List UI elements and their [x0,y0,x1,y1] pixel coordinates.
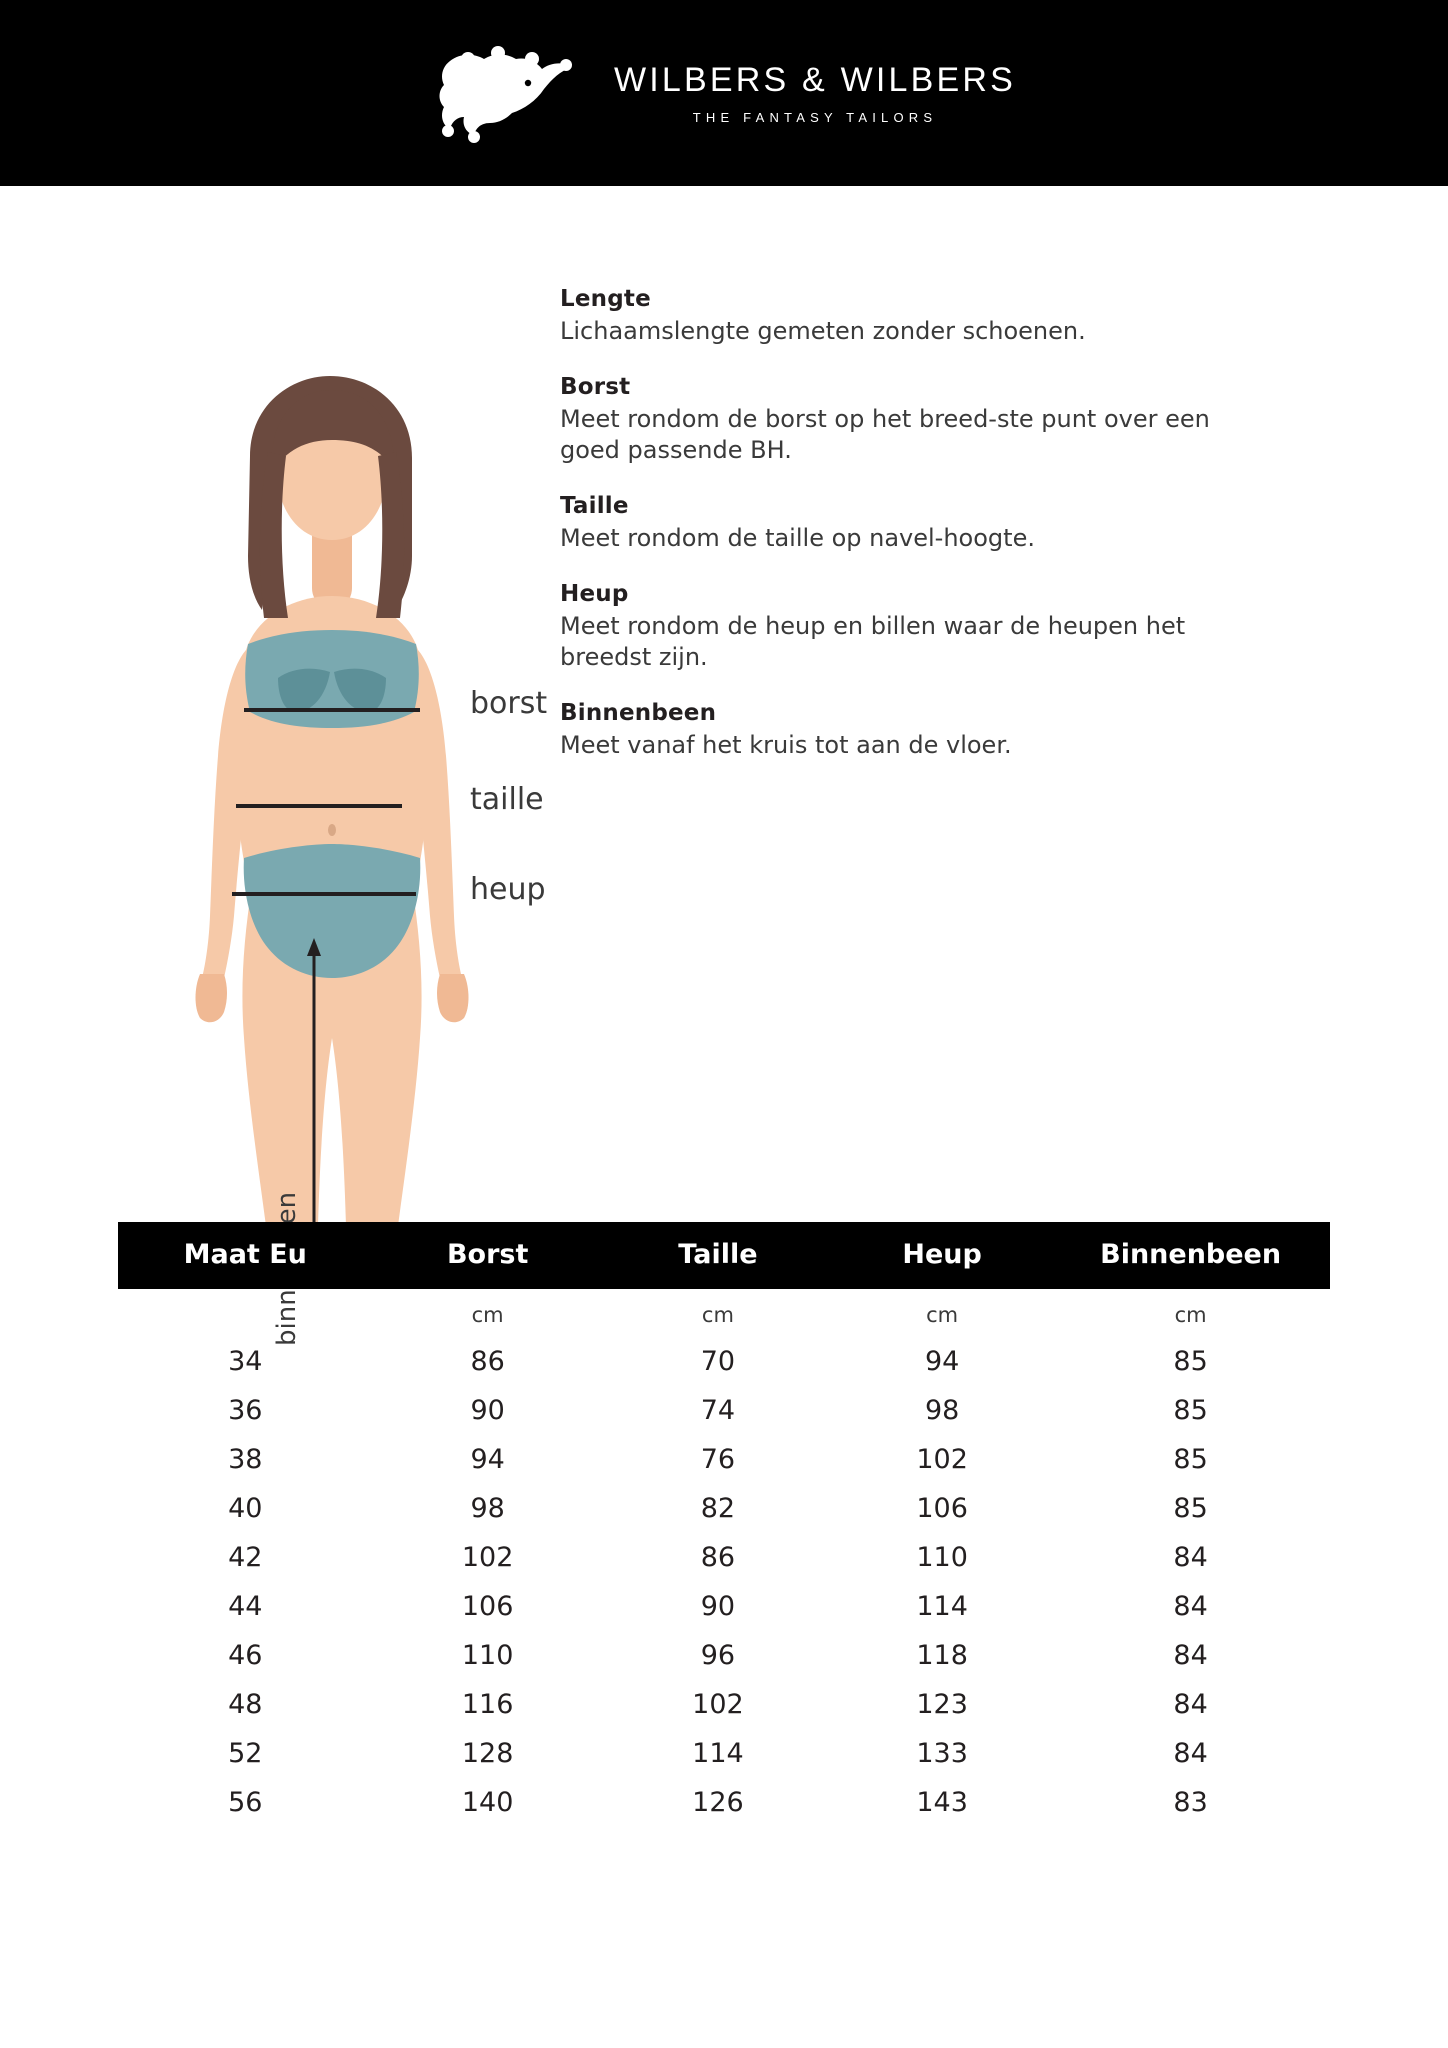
instruction-text: Meet vanaf het kruis tot aan de vloer. [560,731,1012,760]
cell-bust: 116 [461,1689,514,1720]
instruction-text: Meet rondom de borst op het breed-ste punt over een goed passende BH. [560,404,1210,465]
cell-inseam: 85 [1173,1444,1208,1475]
instruction-binnenbeen [560,700,1388,762]
table-row [118,1533,1330,1582]
table-row [118,1729,1330,1778]
cell-size: 44 [228,1591,263,1622]
cell-waist: 74 [700,1395,736,1426]
brand-lockup [432,43,1016,143]
instruction-text: Meet rondom de taille op navel-hoogte. [560,524,1035,553]
measurement-guide [0,186,1448,1216]
size-table [118,1222,1330,1827]
figure-label-hip: heup [470,872,546,907]
cell-size: 40 [228,1493,263,1524]
table-header-bust: Borst [373,1222,603,1289]
instruction-title: Binnenbeen [560,700,717,727]
figure-label-bust: borst [470,686,548,721]
cell-waist: 96 [700,1640,736,1671]
cell-size: 46 [228,1640,263,1671]
cell-hip: 102 [916,1444,968,1475]
table-header-size: Maat Eu [118,1222,373,1289]
cell-inseam: 84 [1173,1689,1208,1720]
cell-bust: 94 [470,1444,505,1475]
cell-hip: 94 [924,1346,960,1377]
page-header [0,0,1448,186]
cell-bust: 90 [470,1395,505,1426]
cell-bust: 102 [461,1542,514,1573]
instruction-taille [560,493,1388,555]
cell-inseam: 85 [1173,1395,1208,1426]
cell-inseam: 85 [1173,1493,1208,1524]
unit-cell: cm [926,1303,959,1327]
cell-hip: 106 [916,1493,968,1524]
instruction-title: Lengte [560,286,651,312]
cell-inseam: 85 [1173,1346,1208,1377]
cell-hip: 133 [916,1738,968,1769]
cell-waist: 82 [700,1493,736,1524]
cell-bust: 106 [461,1591,514,1622]
table-row [118,1778,1330,1827]
cell-waist: 90 [700,1591,736,1622]
cell-hip: 118 [916,1640,968,1671]
cell-waist: 86 [700,1542,736,1573]
cell-hip: 98 [924,1395,960,1426]
cell-waist: 70 [700,1346,736,1377]
cell-hip: 114 [916,1591,968,1622]
cell-size: 52 [228,1738,263,1769]
instruction-text: Meet rondom de heup en billen waar de heupen het breedst zijn. [560,611,1186,672]
instruction-borst [560,374,1388,467]
brand-text [614,61,1016,125]
table-header-hip: Heup [833,1222,1051,1289]
cell-inseam: 84 [1173,1591,1208,1622]
cell-hip: 123 [916,1689,968,1720]
unit-cell: cm [701,1303,734,1327]
female-body-figure-svg [0,226,560,1226]
cell-waist: 76 [700,1444,736,1475]
jester-horse-logo-icon [432,43,592,143]
cell-waist: 114 [692,1738,744,1769]
table-body [118,1289,1330,1827]
cell-size: 34 [228,1346,263,1377]
cell-size: 56 [228,1787,263,1818]
instruction-heup [560,581,1388,674]
cell-hip: 110 [916,1542,968,1573]
body-figure-illustration [0,226,560,1216]
brand-tagline: THE FANTASY TAILORS [692,110,938,125]
table-row [118,1680,1330,1729]
size-table-wrapper [118,1222,1330,1827]
table-header-inseam: Binnenbeen [1051,1222,1330,1289]
cell-size: 42 [228,1542,263,1573]
table-row [118,1435,1330,1484]
cell-size: 36 [228,1395,263,1426]
instructions-column [560,226,1448,1216]
table-header-row [118,1222,1330,1289]
table-row [118,1582,1330,1631]
instruction-title: Borst [560,373,631,400]
instruction-title: Taille [560,493,629,520]
table-row [118,1631,1330,1680]
table-row [118,1484,1330,1533]
unit-cell [118,1289,373,1337]
table-row [118,1337,1330,1386]
cell-inseam: 84 [1173,1542,1208,1573]
cell-waist: 102 [692,1689,744,1720]
cell-bust: 110 [461,1640,514,1671]
table-header-waist: Taille [603,1222,833,1289]
cell-bust: 98 [470,1493,505,1524]
cell-inseam: 83 [1173,1787,1208,1818]
instruction-title: Heup [560,580,629,607]
cell-bust: 86 [470,1346,505,1377]
unit-cell: cm [471,1303,504,1327]
cell-size: 38 [228,1444,263,1475]
cell-inseam: 84 [1173,1738,1208,1769]
cell-inseam: 84 [1173,1640,1208,1671]
instruction-text: Lichaamslengte gemeten zonder schoenen. [560,317,1086,345]
cell-hip: 143 [916,1787,968,1818]
cell-bust: 140 [461,1787,514,1818]
unit-cell: cm [1174,1303,1207,1327]
cell-bust: 128 [461,1738,514,1769]
cell-size: 48 [228,1689,263,1720]
brand-name: WILBERS & WILBERS [613,61,1017,99]
cell-waist: 126 [692,1787,744,1818]
instruction-lengte [560,286,1388,348]
table-units-row [118,1289,1330,1337]
table-row [118,1386,1330,1435]
figure-label-waist: taille [470,782,544,817]
